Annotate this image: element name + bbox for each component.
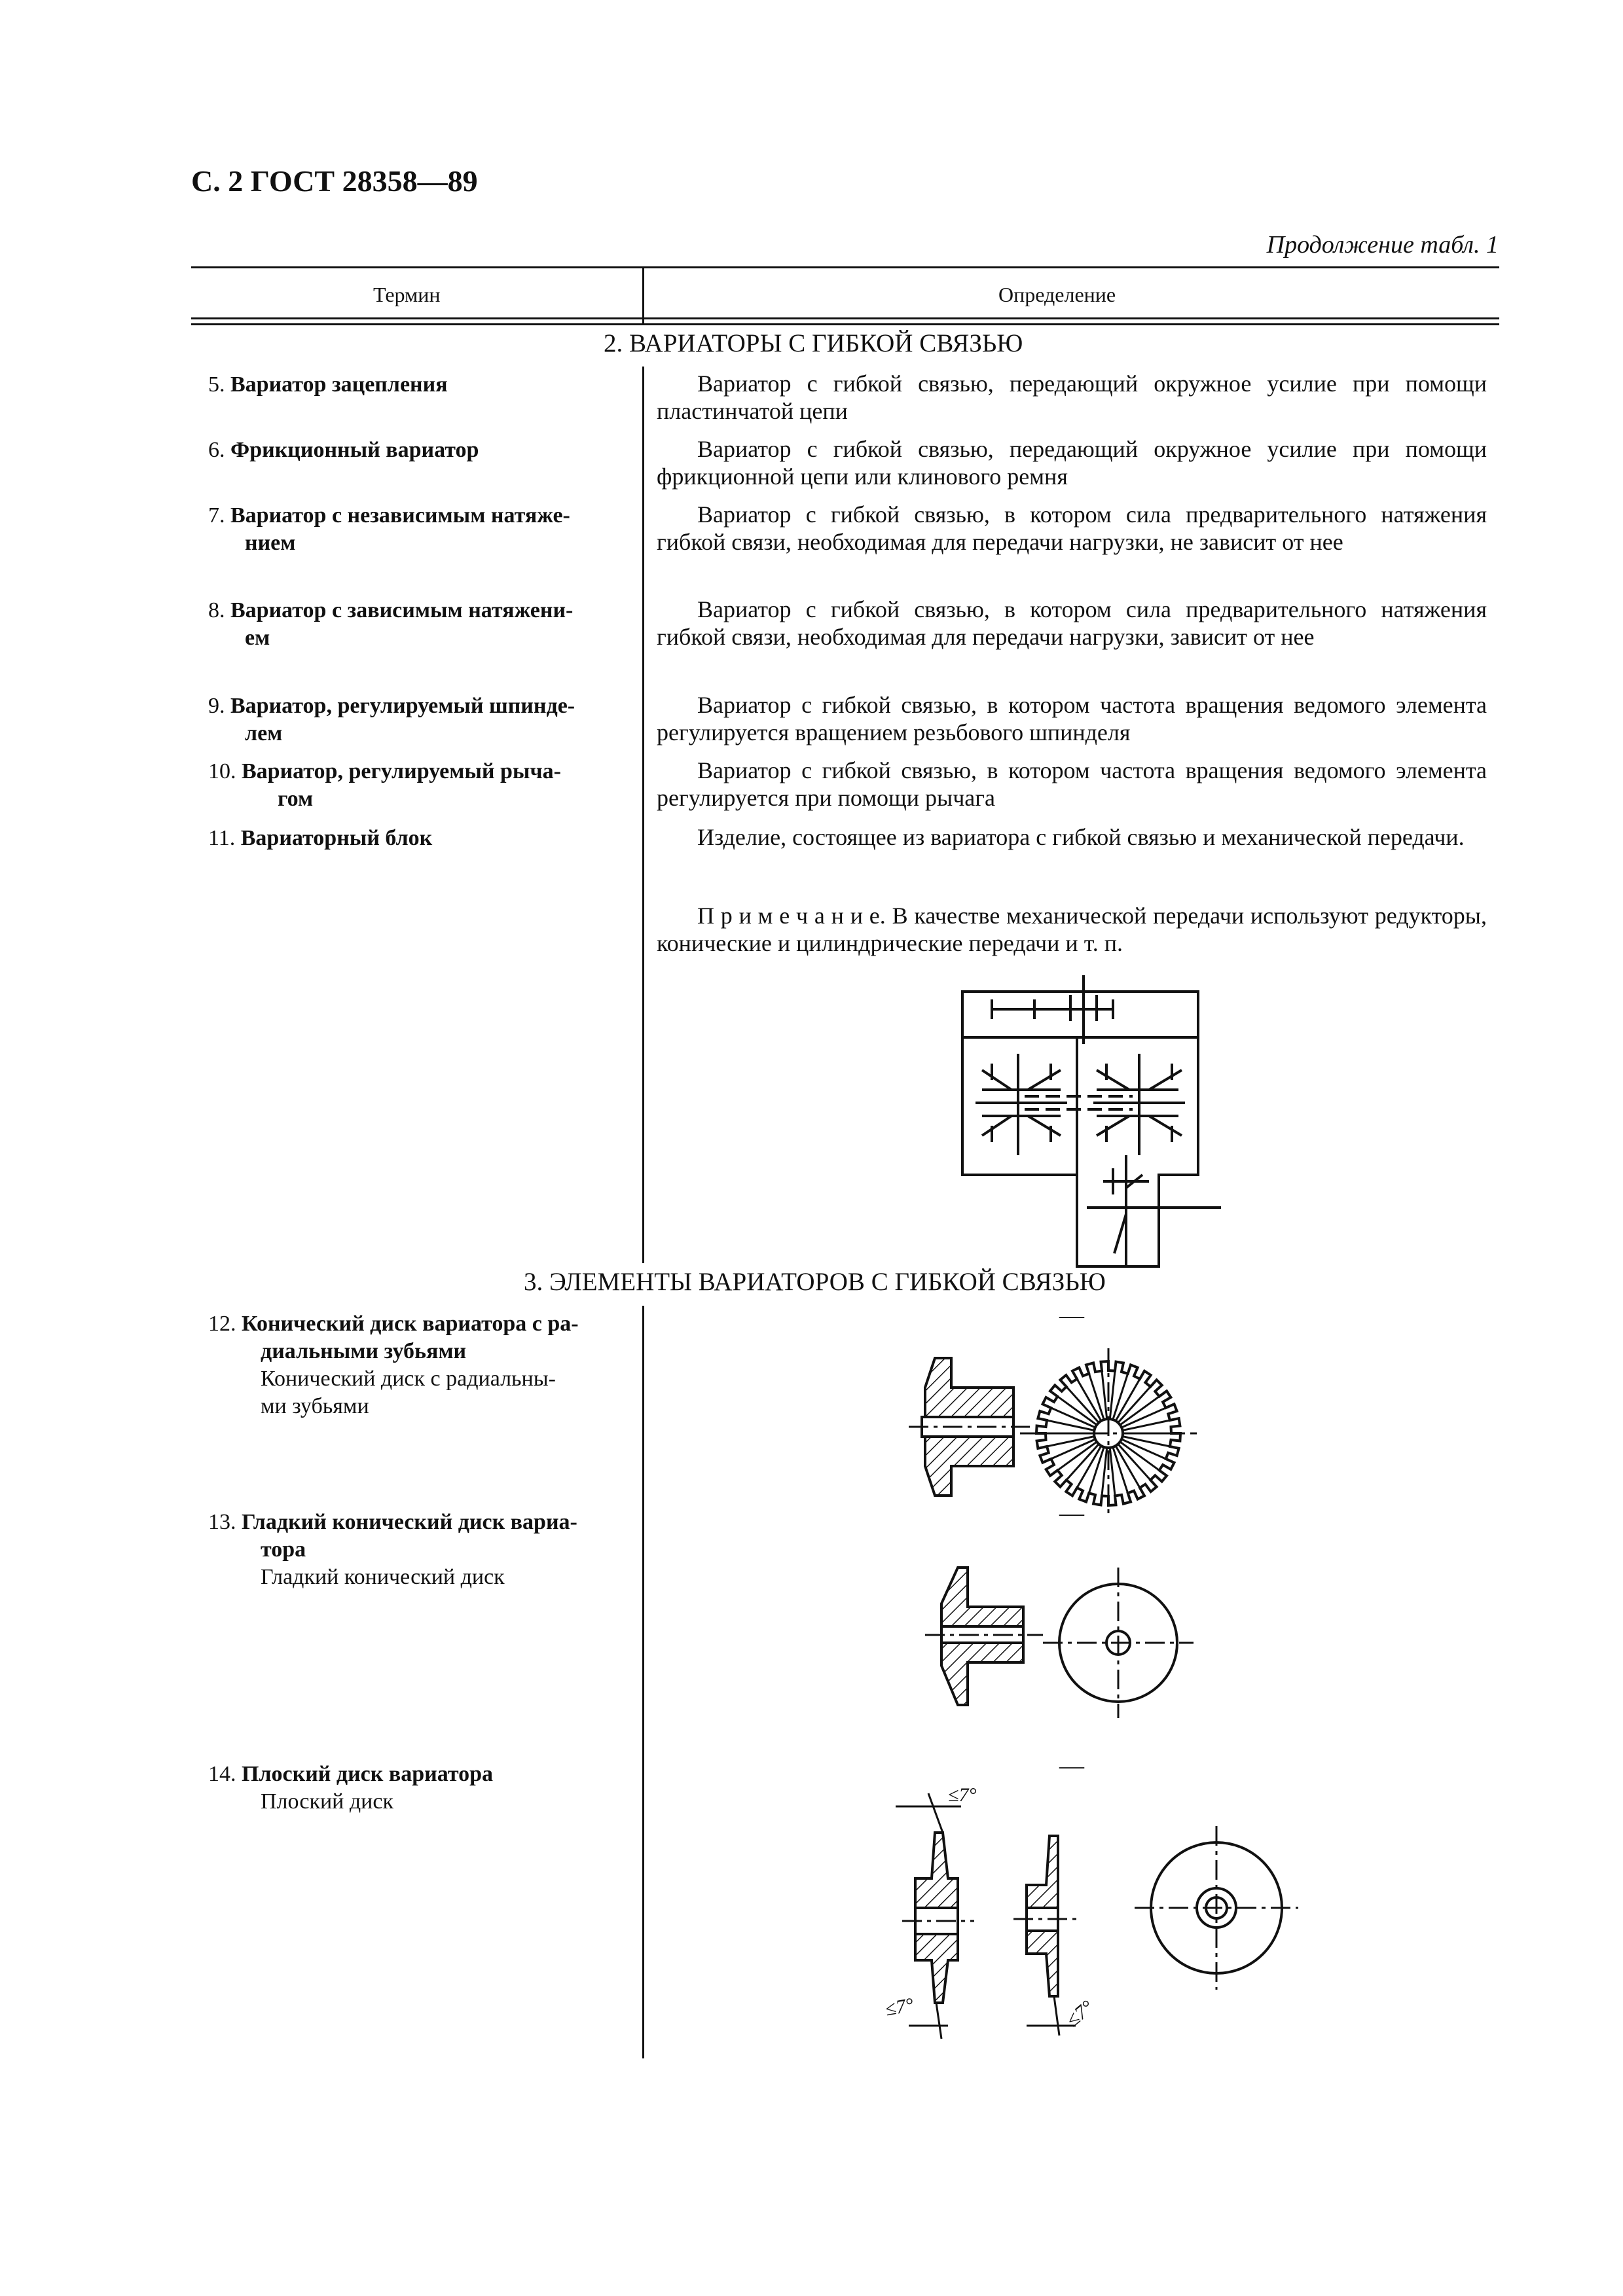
term-label: Плоский диск вариатора [242,1762,493,1786]
page-header: С. 2 ГОСТ 28358—89 [191,164,478,198]
term-number: 13. [208,1510,236,1534]
short-term-line-1: Конический диск с радиальны- [261,1367,556,1391]
term-row-11 [208,825,634,852]
angle-label-bottom-left: ≤7° [883,1994,915,2020]
short-term-line-2: ми зубьями [261,1394,369,1418]
term-row-8 [208,597,634,652]
term-row-9 [208,692,634,747]
term-number: 14. [208,1762,236,1786]
term-label-line-1: Вариатор, регулируемый рыча- [242,759,561,783]
column-divider-section2 [642,367,644,1263]
term-row-7 [208,502,634,557]
toothed-conical-disc-section-drawing [922,1355,1020,1499]
definition-row-10: Вариатор с гибкой связью, в котором частота вращения ведомого элемента регулируется при помощи рычага [657,757,1487,811]
term-label: Вариаторный блок [240,826,433,850]
variator-block-diagram [962,992,1237,1280]
term-label: Вариатор зацепления [230,372,448,397]
term-number: 6. [208,438,225,462]
table-header-rule-2 [191,323,1499,325]
short-term: Гладкий конический диск [261,1565,505,1589]
term-label-line-1: Гладкий конический диск вариа- [242,1510,577,1534]
term-label-line-1: Вариатор с зависимым натяжени- [230,598,574,622]
definition-row-6: Вариатор с гибкой связью, передающий окружное усилие при помощи фрикционной цепи или клинового ремня [657,436,1487,490]
definition-row-12: — [1059,1302,1084,1329]
note-text: В качестве механической передачи используют редукторы, конические и цилиндрические передачи и т. п. [657,903,1487,956]
table-header-rule-1 [191,317,1499,319]
term-number: 9. [208,694,225,718]
term-number: 7. [208,503,225,528]
term-label-line-2: тора [261,1537,306,1562]
term-row-5 [208,371,634,399]
angle-label-top: ≤7° [948,1784,977,1806]
term-label-line-2: ем [245,626,270,650]
term-label-line-1: Вариатор с независимым натяже- [230,503,570,528]
term-label-line-1: Вариатор, регулируемый шпинде- [230,694,575,718]
term-number: 12. [208,1312,236,1336]
term-label-line-2: гом [278,787,314,811]
column-divider-section3 [642,1306,644,2058]
definition-row-13: — [1059,1499,1084,1527]
term-row-12 [208,1310,634,1420]
term-number: 10. [208,759,236,783]
term-number: 8. [208,598,225,622]
flat-disc-face-drawing [1144,1836,1288,1980]
note-paragraph [657,902,1487,957]
section-2-title: 2. ВАРИАТОРЫ С ГИБКОЙ СВЯЗЬЮ [604,329,1023,357]
table-continuation-label: Продолжение табл. 1 [1266,231,1499,259]
definition-row-9: Вариатор с гибкой связью, в котором частота вращения ведомого элемента регулируется вращением резьбового шпинделя [657,692,1487,745]
term-row-13 [208,1509,634,1591]
term-label-line-1: Конический диск вариатора с ра- [242,1312,579,1336]
term-label: Фрикционный вариатор [230,438,479,462]
column-divider-header [642,266,644,325]
short-term: Плоский диск [261,1789,393,1814]
angle-label-bottom-right: ≤7° [1062,1996,1098,2032]
definition-row-11: Изделие, состоящее из вариатора с гибкой связью и механической передачи. [697,824,1465,850]
smooth-conical-disc-section-drawing [935,1564,1033,1708]
column-header-term: Термин [373,283,441,306]
definition-row-14: — [1059,1752,1084,1780]
definition-row-8: Вариатор с гибкой связью, в котором сила предварительного натяжения гибкой связи, необходимая для передачи нагрузки, зависит от нее [657,596,1487,650]
term-row-10 [208,758,634,813]
term-row-6 [208,437,634,464]
toothed-conical-disc-face-drawing [1033,1358,1184,1509]
note-label: П р и м е ч а н и е. [697,903,886,929]
definition-row-7: Вариатор с гибкой связью, в котором сила предварительного натяжения гибкой связи, необходимая для передачи нагрузки, не зависит от нее [657,501,1487,555]
smooth-conical-disc-face-drawing [1053,1577,1184,1708]
term-number: 5. [208,372,225,397]
definition-row-5: Вариатор с гибкой связью, передающий окружное усилие при помощи пластинчатой цепи [657,370,1487,424]
term-label-line-2: нием [245,531,296,555]
section-3-title: 3. ЭЛЕМЕНТЫ ВАРИАТОРОВ С ГИБКОЙ СВЯЗЬЮ [524,1268,1106,1296]
table-top-rule [191,266,1499,268]
term-row-14 [208,1761,634,1816]
term-number: 11. [208,826,236,850]
term-label-line-2: диальными зубьями [261,1339,467,1363]
term-label-line-2: лем [245,721,283,745]
column-header-definition: Определение [998,283,1116,306]
